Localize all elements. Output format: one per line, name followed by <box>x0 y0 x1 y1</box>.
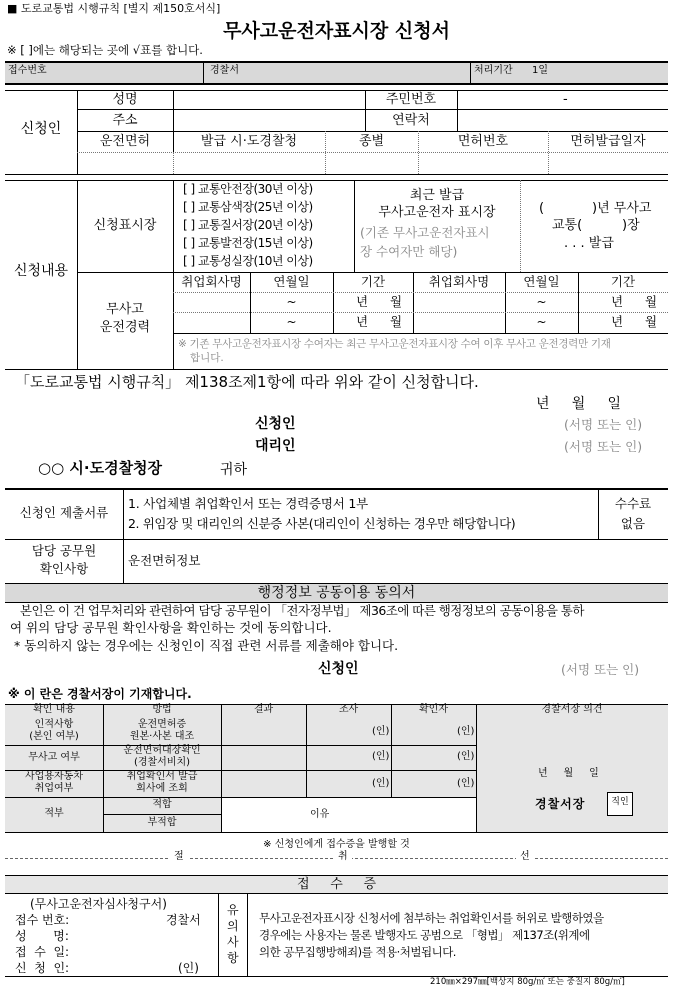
consent-signer: 신청인 <box>318 661 359 677</box>
receipt-name-label: 성 명: <box>15 929 69 943</box>
row-employment-method-2: 회사에 조회 <box>136 783 188 794</box>
contact-label: 연락처 <box>392 113 430 128</box>
declaration-agent: 대리인 <box>255 438 296 454</box>
opinion-date[interactable]: 년 월 일 <box>538 768 599 779</box>
notice-line-1: 무사고운전자표시장 신청서에 첨부하는 취업확인서를 허위로 발행하였을 <box>259 911 604 925</box>
notice-line-2: 경우에는 사용자는 물론 발행자도 공범으로 「형법」 제137조(위계에 <box>259 928 590 942</box>
notice-label-3: 사 <box>227 935 239 949</box>
row-employment-item-1: 사업용자동차 <box>25 771 83 782</box>
years-accident-free: )년 무사고 <box>592 201 652 216</box>
name-input[interactable] <box>175 91 363 108</box>
rrn-label: 주민번호 <box>385 92 437 107</box>
notice-line-3: 의한 공무집행방해죄)를 적용·처벌됩니다. <box>259 945 456 959</box>
career-year: 년 <box>611 314 624 329</box>
fit-label: 적부 <box>44 808 64 819</box>
check-note: ※ [ ]에는 해당되는 곳에 √표를 합니다. <box>7 43 203 57</box>
row-accident-method-2: (경찰서비치) <box>133 757 191 768</box>
address-label: 주소 <box>112 113 138 128</box>
receipt-police: 경찰서 <box>166 913 201 927</box>
checker-seal-1[interactable]: (인) <box>457 726 475 737</box>
career-tilde: ~ <box>286 295 297 309</box>
consent-sign[interactable]: (서명 또는 인) <box>561 662 640 677</box>
police-header-opinion: 경찰서장 의견 <box>541 704 603 715</box>
recent-badge-line2: 무사고운전자 표시장 <box>378 205 496 220</box>
issue-date-dots: . . . 발급 <box>564 236 614 251</box>
badge-type-open: 교통( <box>552 218 583 233</box>
recent-badge-note1: (기존 무사고운전자표시 <box>360 225 490 240</box>
receipt-title: 접 수 증 <box>297 877 376 892</box>
career-tilde: ~ <box>536 295 547 309</box>
career-note-line2: 합니다. <box>190 352 224 364</box>
badge-option-safety[interactable]: [ ] 교통안전장(30년 이상) <box>183 182 313 196</box>
police-header-result: 결과 <box>253 704 274 715</box>
applicant-section-label: 신청인 <box>20 121 62 137</box>
content-section-label: 신청내용 <box>13 263 69 279</box>
badge-option-tricolor[interactable]: [ ] 교통삼색장(25년 이상) <box>183 200 313 214</box>
consent-title: 행정정보 공동이용 동의서 <box>257 585 416 601</box>
license-number-input[interactable] <box>420 154 546 172</box>
declaration-agent-sign[interactable]: (서명 또는 인) <box>564 439 643 454</box>
career-note-line1: ※ 기존 무사고운전자표시장 수여자는 최근 무사고운전자표시장 수여 이후 무사고 운전경력만 기재 <box>178 338 611 350</box>
fit-option[interactable]: 적합 <box>152 799 172 810</box>
license-number-label: 면허번호 <box>457 134 509 149</box>
official-stamp: 직인 <box>611 797 629 807</box>
paper-spec: 210㎜×297㎜[백상지 80g/㎡ 또는 중질지 80g/㎡] <box>430 977 625 987</box>
row-employment-item-2: 취업여부 <box>34 783 74 794</box>
recent-badge-input[interactable] <box>522 182 667 270</box>
declaration-text: 「도로교통법 시행규칙」 제138조제1항에 따라 위와 같이 신청합니다. <box>15 373 479 391</box>
processing-period-value: 1일 <box>532 65 549 76</box>
notice-label-4: 항 <box>227 951 239 965</box>
career-header-period-1: 기간 <box>360 274 386 289</box>
cut-mark-1: 절 <box>170 852 188 862</box>
docs-item-1: 1. 사업체별 취업확인서 또는 경력증명서 1부 <box>128 496 369 511</box>
row-identity-item-2: (본인 여부) <box>29 731 79 742</box>
career-header-company-1: 취업회사명 <box>181 274 242 289</box>
career-tilde: ~ <box>536 315 547 329</box>
license-kind-label: 종별 <box>358 134 385 149</box>
addressee: ○○ 시·도경찰청장 <box>38 459 163 477</box>
name-label: 성명 <box>112 92 138 107</box>
official-check-label-2: 확인사항 <box>39 561 89 576</box>
career-month: 월 <box>390 314 403 329</box>
police-station-label: 경찰서 <box>210 65 239 76</box>
row-identity-method-2: 원본·사본 대조 <box>129 731 195 742</box>
career-year: 년 <box>356 294 369 309</box>
row-identity-method-1: 운전면허증 <box>137 719 187 730</box>
career-label-line2: 운전경력 <box>99 320 151 335</box>
form-title: 무사고운전자표시장 신청서 <box>223 20 450 42</box>
fee-value: 없음 <box>620 516 646 531</box>
unfit-option[interactable]: 부적합 <box>147 817 177 828</box>
career-month: 월 <box>645 294 658 309</box>
declaration-date[interactable]: 년 월 일 <box>536 396 622 412</box>
career-header-date-2: 연월일 <box>523 274 560 289</box>
career-label-line1: 무사고 <box>106 302 144 317</box>
cut-note: ※ 신청인에게 접수증을 발행할 것 <box>263 839 410 850</box>
law-reference: ■ 도로교통법 시행규칙 [별지 제150호서식] <box>7 2 221 15</box>
investigation-seal-3[interactable]: (인) <box>372 778 390 789</box>
cut-mark-3: 선 <box>516 852 534 862</box>
police-header-item: 확인 내용 <box>33 704 75 715</box>
row-employment-method-1: 취업확인서 발급 <box>126 771 198 782</box>
investigation-seal-1[interactable]: (인) <box>372 726 390 737</box>
license-issue-date-input[interactable] <box>550 154 667 172</box>
career-month: 월 <box>645 314 658 329</box>
row-accident-item: 무사고 여부 <box>28 752 80 763</box>
reason-label: 이유 <box>310 809 330 820</box>
years-paren-open: ( <box>539 201 545 216</box>
docs-label: 신청인 제출서류 <box>19 505 109 520</box>
license-kind-input[interactable] <box>327 154 416 172</box>
row-identity-item-1: 인적사항 <box>34 719 74 730</box>
badge-label: 신청표시장 <box>93 218 157 233</box>
notice-label-1: 유 <box>227 903 239 917</box>
license-label: 운전면허 <box>99 134 151 149</box>
badge-type-close: )장 <box>622 218 640 233</box>
checker-seal-2[interactable]: (인) <box>457 751 475 762</box>
recent-badge-line1: 최근 발급 <box>409 188 465 203</box>
career-header-company-2: 취업회사명 <box>428 274 490 289</box>
consent-line-1: 본인은 이 건 업무처리와 관련하여 담당 공무원이 「전자정부법」 제36조에 따른 행정정보의 공동이용을 통하 <box>20 603 584 618</box>
receipt-seal[interactable]: (인) <box>178 961 199 975</box>
receipt-no-label: 접수 번호: <box>15 913 70 927</box>
notice-label-2: 의 <box>227 919 239 933</box>
fee-label: 수수료 <box>614 496 652 511</box>
career-header-date-1: 연월일 <box>273 274 310 289</box>
investigation-seal-2[interactable]: (인) <box>372 751 390 762</box>
license-issuer-input[interactable] <box>175 154 323 172</box>
addressee-suffix: 귀하 <box>220 462 248 478</box>
badge-option-order[interactable]: [ ] 교통질서장(20년 이상) <box>183 218 313 232</box>
career-header-period-2: 기간 <box>610 274 636 289</box>
cut-mark-2: 취 <box>334 852 352 862</box>
receipt-date-label: 접 수 일: <box>15 945 70 959</box>
issuer-label: 발급 시·도경찰청 <box>200 134 298 149</box>
career-year: 년 <box>356 314 369 329</box>
docs-item-2: 2. 위임장 및 대리인의 신분증 사본(대리인이 신청하는 경우만 해당합니다) <box>128 516 516 531</box>
declaration-applicant: 신청인 <box>255 416 296 432</box>
address-input[interactable] <box>175 111 363 130</box>
contact-input[interactable] <box>459 111 667 130</box>
rrn-separator: - <box>563 92 568 107</box>
row-accident-method-1: 운전면허대장확인 <box>123 745 201 756</box>
career-year: 년 <box>611 294 624 309</box>
police-chief-label: 경찰서장 <box>535 797 586 811</box>
police-note: ※ 이 란은 경찰서장이 기재합니다. <box>8 687 192 701</box>
recent-badge-note2: 장 수여자만 해당) <box>360 244 458 259</box>
career-month: 월 <box>390 294 403 309</box>
consent-line-3: * 동의하지 않는 경우에는 신청인이 직접 관련 서류를 제출해야 합니다. <box>14 638 399 653</box>
consent-line-2: 여 위의 담당 공무원 확인사항을 확인하는 것에 동의합니다. <box>10 620 332 635</box>
receipt-bar <box>5 61 668 83</box>
declaration-applicant-sign[interactable]: (서명 또는 인) <box>564 417 643 432</box>
receipt-number-label: 접수번호 <box>8 65 47 76</box>
police-header-investigation: 조사 <box>338 704 359 715</box>
badge-option-development[interactable]: [ ] 교통발전장(15년 이상) <box>183 236 313 250</box>
badge-option-sincerity[interactable]: [ ] 교통성실장(10년 이상) <box>183 254 313 268</box>
receipt-committee: (무사고운전자심사청구서) <box>30 897 167 911</box>
career-tilde: ~ <box>286 315 297 329</box>
license-issue-date-label: 면허발급일자 <box>570 134 646 149</box>
processing-period-label: 처리기간 <box>474 65 513 76</box>
official-check-value: 운전면허정보 <box>128 553 201 568</box>
checker-seal-3[interactable]: (인) <box>457 778 475 789</box>
official-check-label-1: 담당 공무원 <box>31 543 97 558</box>
police-header-checker: 확인자 <box>419 704 448 715</box>
receipt-applicant-label: 신 청 인: <box>15 961 70 975</box>
police-header-method: 방법 <box>152 704 172 715</box>
